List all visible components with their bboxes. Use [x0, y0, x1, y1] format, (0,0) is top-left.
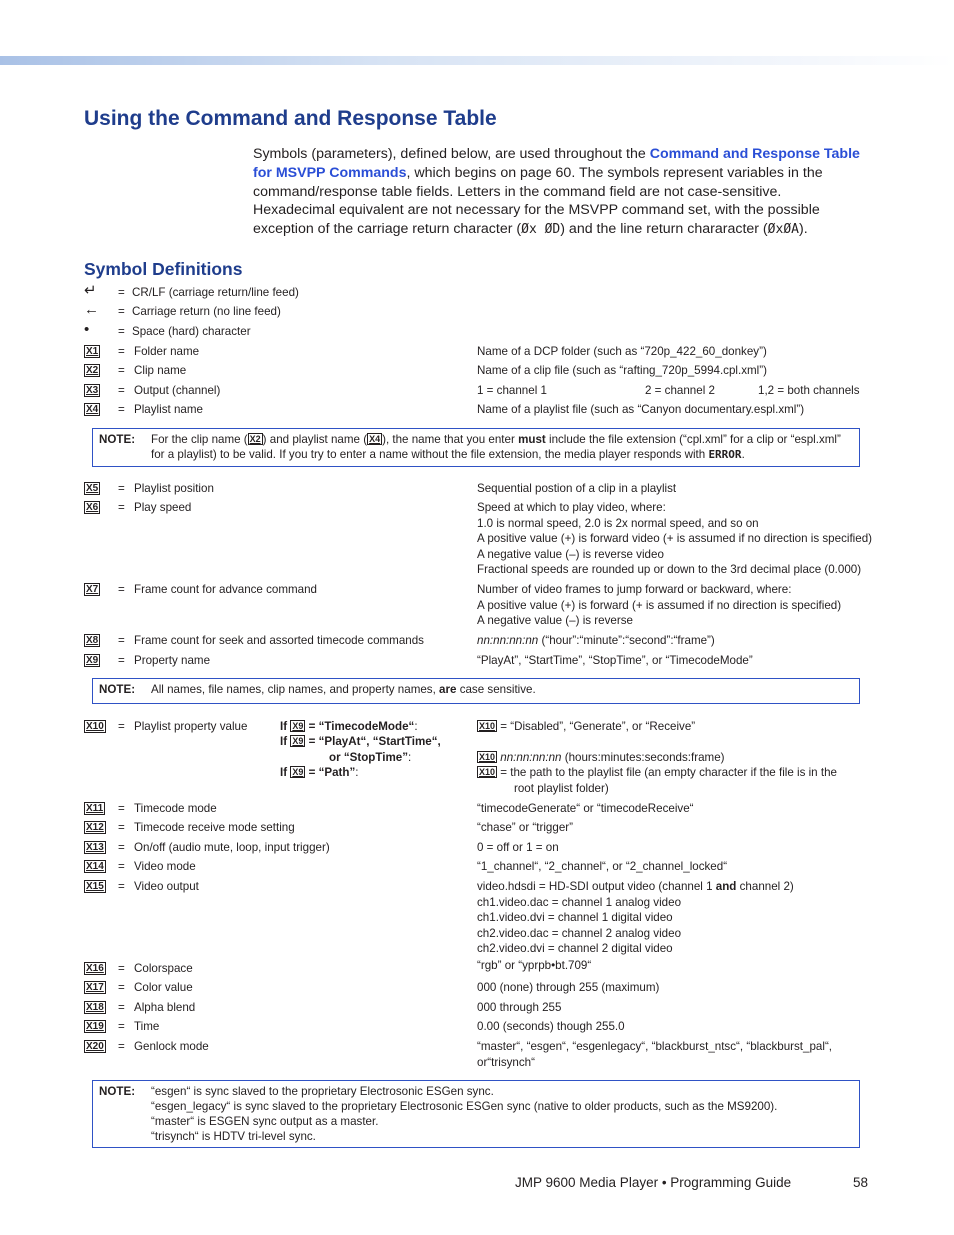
note-box: NOTE: For the clip name ( X2 ) and playlist name ( X4 ), the name that you enter must include the file extension (“cpl.xml” for a clip or “espl.xml” for a playlist) to be valid. If you try to enter a name without the file extension, the media player responds with ERROR.: [92, 428, 860, 467]
header-gradient-bar: [0, 56, 954, 65]
symbol-tag: X8: [86, 635, 99, 646]
section-title: Symbol Definitions: [84, 259, 243, 279]
condition-2: If X9 = “PlayAt“, “StartTime“,: [280, 735, 441, 748]
footer-title: JMP 9600 Media Player • Programming Guide: [515, 1175, 792, 1190]
page-title: Using the Command and Response Table: [84, 107, 497, 130]
symbol-tag: X4: [86, 404, 99, 415]
condition-1: If X9 = “TimecodeMode“:: [280, 720, 418, 733]
symbol-tag: X12: [86, 822, 104, 833]
symbol-tag: X20: [86, 1041, 104, 1052]
symbol-tag: X10: [86, 721, 104, 732]
condition-3: If X9 = “Path”:: [280, 766, 359, 779]
symbol-tag: X15: [86, 881, 104, 892]
symbol-tag: X13: [86, 842, 104, 853]
intro-paragraph: Symbols (parameters), defined below, are used throughout the Command and Response Table for MSVPP Commands, which begins on page 60. The symbols represent variables in the command/response table fields. Letters in the command field are not case-sensitive. Hexadecimal equivalent are not necessary for the MSVPP command set, with the possible exception of the carriage return character (Øx ØD) and the line return chararacter (ØxØA).: [253, 146, 860, 238]
symbol-tag: X19: [86, 1021, 104, 1032]
return-arrow-icon: ↵: [84, 282, 97, 299]
symbol-tag: X7: [86, 584, 99, 595]
symbol-tag: X2: [86, 365, 99, 376]
symbol-tag: X3: [86, 385, 99, 396]
note-box: NOTE: All names, file names, clip names, and property names, are case sensitive.: [92, 678, 860, 704]
left-arrow-icon: ←: [84, 301, 99, 318]
note-box: NOTE: “esgen“ is sync slaved to the proprietary Electrosonic ESGen sync. “esgen_legacy“ is sync slaved to the proprietary Electrosonic ESGen sync (native to older products, such as the MS9200). “master“ is ESGEN sync output as a master. “trisynch“ is HDTV tri-level sync.: [92, 1080, 860, 1148]
symbol-tag: X16: [86, 963, 104, 974]
command-table-link[interactable]: Command and Response Table for MSVPP Commands: [253, 146, 860, 181]
symbol-tag: X9: [86, 655, 99, 666]
symbol-tag: X18: [86, 1002, 104, 1013]
symbol-tag: X17: [86, 982, 104, 993]
page-number: 58: [853, 1175, 869, 1190]
symbol-tag: X1: [86, 346, 99, 357]
bullet-icon: •: [84, 321, 90, 338]
symbol-tag: X6: [86, 502, 99, 513]
symbol-tag: X14: [86, 861, 104, 872]
symbol-tag: X5: [86, 483, 99, 494]
symbol-tag: X11: [86, 803, 104, 814]
